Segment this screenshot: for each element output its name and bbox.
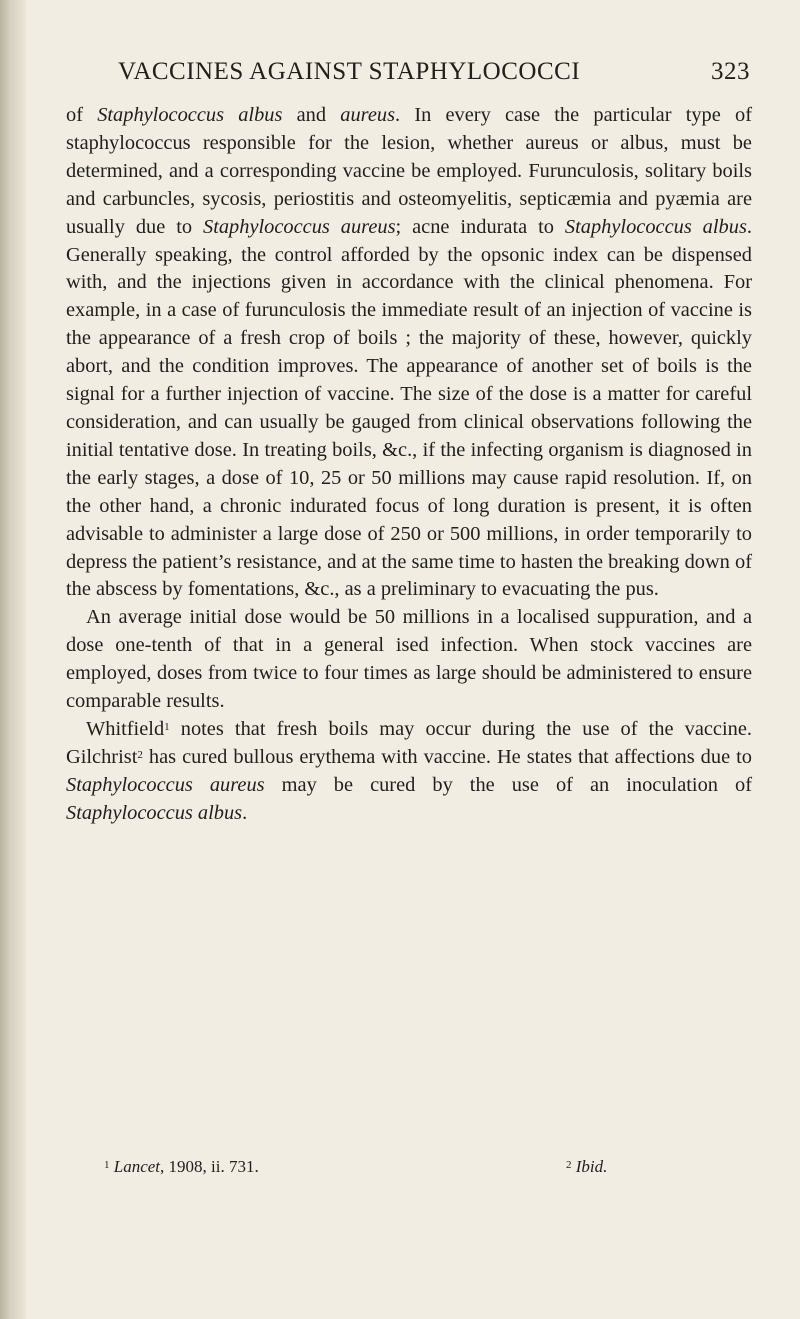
species-name: Staphylococcus albus — [97, 104, 283, 126]
species-name: Staphylococcus albus — [66, 801, 243, 824]
paragraph-1: of Staphylococcus albus and aureus. In every case the particular type of staphylococcus responsible for the lesion, whether aureus or albus, must be determined, and a corresponding vaccine be employed. Furunculosis, solitary boils and carbuncles, sycosis, periostitis and osteomyelitis, septicæmia and pyæmia are usually due to Staphylococcus aureus; acne indurata to Staphylococcus albus. Generally speaking, the control afforded by the opsonic index can be dispensed with, and the injections given in accordance with the clinical phenomena. For example, in a case of furunculosis the immediate result of an injection of vaccine is the appearance of a fresh crop of boils ; the majority of these, however, quickly abort, and the condition improves. The appearance of another set of boils is the signal for a further injection of vaccine. The size of the dose is a matter for careful consideration, and can usually be gauged from clinical observations following the initial tentative dose. In treating boils, &c., if the infecting organism is diagnosed in the early stages, a dose of 10, 25 or 50 millions may cause rapid resolution. If, on the other hand, a chronic indurated focus of long duration is present, it is often advisable to administer a large dose of 250 or 500 millions, in order temporarily to depress the patient’s resistance, and at the same time to hasten the breaking down of the abscess by fomentations, &c., as a preliminary to evacuating the pus. — [66, 104, 752, 601]
running-head-title: VACCINES AGAINST STAPHYLOCOCCI — [118, 58, 581, 85]
page-spine-shadow — [0, 0, 26, 1319]
paragraph-2: An average initial dose would be 50 millions in a localised suppuration, and a dose one-tenth of that in a general ised infection. When stock vaccines are employed, doses from twice to four times as large should be administered to ensure comparable results. — [66, 606, 752, 713]
footnote-2: $^2$ Ibid. — [566, 1157, 608, 1176]
footnote-ref-1: 1 — [164, 720, 170, 733]
species-name: Staphylococcus aureus — [203, 215, 396, 238]
species-name: Staphylococcus aureus — [66, 773, 265, 796]
body-text — [66, 102, 752, 828]
species-name: Staphylococcus albus — [564, 215, 747, 238]
footnote-ref-2: 2 — [137, 748, 143, 761]
page-number: 323 — [711, 58, 750, 85]
footnote-1: $^1$ Lancet, 1908, ii. 731. — [104, 1157, 259, 1176]
species-name: aureus — [340, 104, 396, 126]
paragraph-3: Whitfield$^1$ notes that fresh boils may occur during the use of the vaccine. Gilchrist$^2$ has cured bullous erythema with vaccine. He states that affections due to Staphylococcus aureus may be cured by the use of an inoculation of Staphylococcus albus. — [66, 717, 752, 824]
running-head — [118, 58, 750, 98]
